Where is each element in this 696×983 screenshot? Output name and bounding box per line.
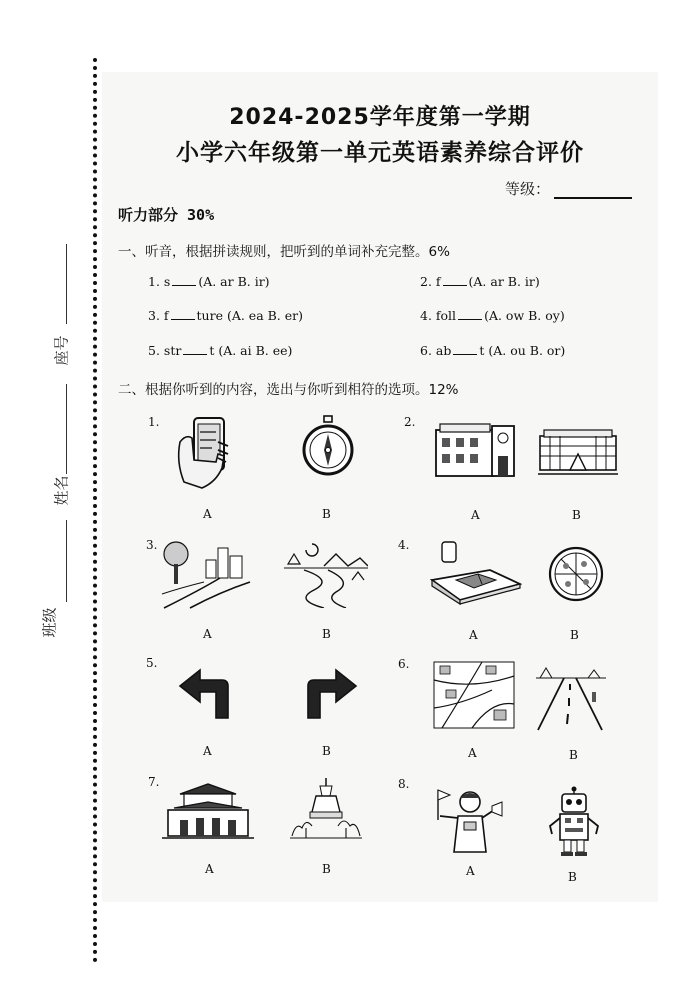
q5-option-a[interactable]: A xyxy=(203,744,212,758)
turn-right-arrow-icon xyxy=(298,668,358,720)
q7-option-a[interactable]: A xyxy=(205,862,214,876)
item-options: (A. ar B. ir) xyxy=(198,274,270,289)
answer-blank[interactable] xyxy=(458,319,482,320)
q1-option-b[interactable]: B xyxy=(322,507,331,521)
q6-option-b[interactable]: B xyxy=(569,748,578,762)
title-line-1: 2024-2025学年度第一学期 xyxy=(229,105,531,130)
item-prefix: 1. s xyxy=(148,274,171,289)
q-number-7: 7. xyxy=(148,775,160,789)
answer-blank[interactable] xyxy=(171,319,195,320)
road-icon xyxy=(536,662,606,732)
part1-title: 一、听音，根据拼读规则，把听到的单词补充完整。6% xyxy=(118,244,450,260)
q2-option-b[interactable]: B xyxy=(572,508,581,522)
seat-label-wrap xyxy=(48,332,78,368)
q-number-5: 5. xyxy=(146,656,158,670)
q-number-6: 6. xyxy=(398,657,410,671)
item-options: (A. ar B. ir) xyxy=(468,274,540,289)
item-prefix: 4. foll xyxy=(420,308,457,323)
q4-option-a[interactable]: A xyxy=(469,628,478,642)
hand-holding-phone-icon xyxy=(172,412,236,492)
city-road-icon xyxy=(160,538,256,610)
compass-icon xyxy=(300,414,356,480)
part1-item-1 xyxy=(148,274,270,289)
q3-option-b[interactable]: B xyxy=(322,627,331,641)
binding-dotted-line xyxy=(93,58,97,963)
part1-item-6 xyxy=(420,343,565,358)
name-label: 姓名 xyxy=(52,475,71,506)
title-line-2: 小学六年级第一单元英语素养综合评价 xyxy=(176,140,584,166)
q6-option-a[interactable]: A xyxy=(468,746,477,760)
q-number-8: 8. xyxy=(398,777,410,791)
q3-option-a[interactable]: A xyxy=(203,627,212,641)
restaurant-building-icon xyxy=(434,422,518,478)
grade-field xyxy=(505,178,632,199)
q8-option-a[interactable]: A xyxy=(466,864,475,878)
part1-item-2 xyxy=(420,274,540,289)
q-number-4: 4. xyxy=(398,538,410,552)
q-number-2: 2. xyxy=(404,415,416,429)
q4-option-b[interactable]: B xyxy=(570,628,579,642)
q5-option-b[interactable]: B xyxy=(322,744,331,758)
river-landscape-icon xyxy=(284,540,368,608)
large-building-icon xyxy=(538,428,618,476)
q-number-3: 3. xyxy=(146,538,158,552)
class-label: 班级 xyxy=(40,607,59,638)
seat-blank-line xyxy=(66,244,67,324)
q8-option-b[interactable]: B xyxy=(568,870,577,884)
pizza-icon xyxy=(546,544,606,604)
robot-icon xyxy=(544,786,604,858)
class-label-wrap xyxy=(36,604,66,640)
part1-item-3 xyxy=(148,308,303,323)
guide-person-icon xyxy=(430,786,506,856)
item-prefix: 2. f xyxy=(420,274,441,289)
answer-blank[interactable] xyxy=(172,285,196,286)
q2-option-a[interactable]: A xyxy=(471,508,480,522)
answer-blank[interactable] xyxy=(443,285,467,286)
item-options: t (A. ou B. or) xyxy=(479,343,566,358)
class-blank-line xyxy=(66,520,67,602)
grade-label: 等级： xyxy=(505,180,551,198)
item-options: t (A. ai B. ee) xyxy=(209,343,293,358)
answer-blank[interactable] xyxy=(453,354,477,355)
part1-item-5 xyxy=(148,343,292,358)
item-options: (A. ow B. oy) xyxy=(484,308,565,323)
map-icon xyxy=(432,660,516,730)
item-prefix: 5. str xyxy=(148,343,182,358)
q7-option-b[interactable]: B xyxy=(322,862,331,876)
pagoda-icon xyxy=(288,776,364,840)
answer-blank[interactable] xyxy=(183,354,207,355)
item-options: ture (A. ea B. er) xyxy=(196,308,304,323)
part2-title: 二、根据你听到的内容，选出与你听到相符的选项。12% xyxy=(118,382,459,398)
turn-left-arrow-icon xyxy=(178,668,238,720)
part1-item-4 xyxy=(420,308,565,323)
listening-section-title: 听力部分 30% xyxy=(118,206,215,224)
q1-option-a[interactable]: A xyxy=(203,507,212,521)
seat-label: 座号 xyxy=(52,335,71,366)
item-prefix: 3. f xyxy=(148,308,169,323)
book-on-table-icon xyxy=(430,540,522,606)
item-prefix: 6. ab xyxy=(420,343,452,358)
name-label-wrap xyxy=(48,472,78,508)
grade-blank[interactable] xyxy=(554,197,632,199)
name-blank-line xyxy=(66,384,67,474)
q-number-1: 1. xyxy=(148,415,160,429)
tiananmen-icon xyxy=(162,780,254,840)
